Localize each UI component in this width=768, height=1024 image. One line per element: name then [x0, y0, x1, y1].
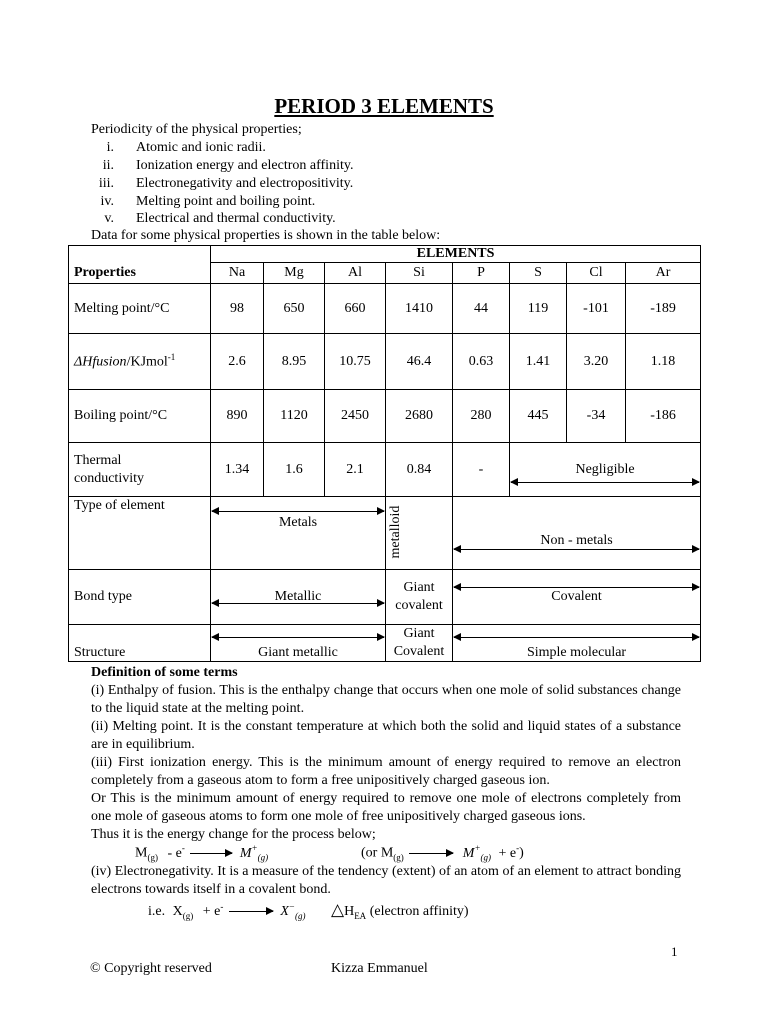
metalloid-label: metalloid: [388, 505, 403, 559]
thermal-label-line1: Thermal: [74, 452, 122, 468]
table-row: [69, 625, 701, 662]
range-arrow: [212, 637, 384, 638]
eq-product: M: [462, 845, 475, 861]
table-cell: 890: [211, 390, 264, 443]
simple-molecular-cell: [453, 625, 701, 662]
eq-minus-electron: - e: [167, 845, 182, 861]
non-metals-cell: [453, 497, 701, 570]
non-metals-label: Non - metals: [540, 533, 613, 548]
row-label: [69, 334, 211, 390]
eq-atom: M: [135, 845, 148, 861]
definitions-heading: Definition of some terms: [91, 665, 238, 680]
table-cell: 46.4: [386, 334, 453, 390]
list-item: Electrical and thermal conductivity.: [136, 211, 336, 226]
range-arrow: [511, 482, 699, 483]
list-item: Melting point and boiling point.: [136, 194, 316, 209]
row-label: [69, 443, 211, 497]
giant-metallic-label: Giant metallic: [258, 645, 338, 660]
element-symbol: S: [510, 263, 567, 284]
units-superscript: -1: [167, 352, 176, 363]
thermal-label-line2: conductivity: [74, 470, 144, 486]
covalent-cell: [453, 570, 701, 625]
row-label: Melting point/°C: [69, 284, 211, 334]
eq-product-state: (g): [257, 852, 269, 863]
footer-author: Kizza Emmanuel: [331, 961, 428, 976]
table-cell: 8.95: [264, 334, 325, 390]
table-cell: 98: [211, 284, 264, 334]
table-cell: -101: [567, 284, 626, 334]
reaction-arrow: [227, 911, 273, 912]
table-cell: 1120: [264, 390, 325, 443]
element-symbol: Na: [211, 263, 264, 284]
list-item: Atomic and ionic radii.: [136, 140, 266, 155]
eq-plus-electron: + e: [498, 845, 517, 861]
eq-ea: EA: [354, 910, 367, 921]
definition-ionization: (iii) First ionization energy. This is the minimum amount of energy required to remove an electron completely from a gaseous atom to form a free unipositively charged gaseous ion.: [91, 755, 681, 788]
metalloid-cell: [386, 497, 453, 570]
intro-text: Periodicity of the physical properties;: [91, 122, 302, 137]
table-cell: 0.84: [386, 443, 453, 497]
table-cell: 10.75: [325, 334, 386, 390]
page-number: 1: [671, 944, 678, 959]
delta-icon: △: [330, 900, 345, 919]
definition-melting-point: (ii) Melting point. It is the constant temperature at which both the solid and liquid states of a substance are in equilibrium.: [91, 719, 681, 752]
footer-copyright: © Copyright reserved: [90, 961, 212, 976]
table-cell: 1.41: [510, 334, 567, 390]
negligible-label: Negligible: [575, 461, 635, 477]
table-cell: 1.6: [264, 443, 325, 497]
covalent-bond-label: Covalent: [551, 589, 602, 604]
eq-plus-electron: + e: [202, 904, 221, 919]
range-arrow: [212, 511, 384, 512]
ionization-equation-alt: [361, 843, 524, 862]
properties-header: Properties: [69, 263, 211, 284]
table-cell: 119: [510, 284, 567, 334]
table-cell: 0.63: [453, 334, 510, 390]
eq-h: H: [344, 904, 355, 919]
eq-state: (g): [393, 852, 404, 863]
range-arrow: [454, 637, 699, 638]
range-arrow: [454, 587, 699, 588]
list-item: Ionization energy and electron affinity.: [136, 158, 354, 173]
table-cell: 2.6: [211, 334, 264, 390]
metallic-cell: [211, 570, 386, 625]
row-label: Bond type: [69, 570, 211, 625]
metals-label: Metals: [278, 515, 318, 530]
table-cell: 660: [325, 284, 386, 334]
reaction-arrow: [407, 853, 453, 854]
simple-molecular-label: Simple molecular: [526, 645, 627, 660]
table-row: [69, 284, 701, 334]
metallic-label: Metallic: [274, 589, 322, 604]
list-number: iii.: [98, 176, 114, 191]
table-cell: 2.1: [325, 443, 386, 497]
eq-electron-charge: -: [181, 843, 185, 853]
giant-covalent-structure-cell: [386, 625, 453, 662]
table-cell: 445: [510, 390, 567, 443]
giant-metallic-cell: [211, 625, 386, 662]
table-row: [69, 443, 701, 497]
row-label: Boiling point/°C: [69, 390, 211, 443]
eq-product: M: [239, 845, 252, 861]
eq-product-charge: +: [251, 843, 258, 853]
giant-label: Giant: [403, 626, 435, 641]
eq-product: X: [280, 904, 289, 919]
table-row: [69, 390, 701, 443]
table-cell: 3.20: [567, 334, 626, 390]
definition-electronegativity: (iv) Electronegativity. It is a measure of the tendency (extent) of an atom of an element to attract bonding electrons towards itself in a covalent bond.: [91, 864, 681, 897]
list-item: Electronegativity and electropositivity.: [136, 176, 354, 191]
list-number: ii.: [102, 158, 114, 173]
table-row: [69, 263, 701, 284]
delta-h-fusion-symbol: ΔHfusion: [74, 354, 127, 370]
table-cell: 650: [264, 284, 325, 334]
definition-enthalpy: (i) Enthalpy of fusion. This is the enthalpy change that occurs when one mole of solid substances change to the liquid state at the melting point.: [91, 683, 681, 716]
units-text: /KJmol: [126, 354, 168, 370]
table-cell: -186: [626, 390, 701, 443]
range-arrow: [212, 603, 384, 604]
table-cell: 44: [453, 284, 510, 334]
eq-product-state: (g): [480, 852, 492, 863]
row-label: Structure: [69, 625, 211, 662]
table-row: [69, 497, 701, 570]
eq-state: (g): [147, 852, 158, 863]
elements-header: ELEMENTS: [211, 246, 701, 263]
eq-product-state: (g): [294, 910, 306, 921]
reaction-arrow: [188, 853, 232, 854]
table-cell: 2450: [325, 390, 386, 443]
properties-table: [68, 245, 701, 662]
table-cell: -34: [567, 390, 626, 443]
ionization-equation: [135, 843, 268, 862]
element-symbol: Si: [386, 263, 453, 284]
table-cell: 1.18: [626, 334, 701, 390]
list-number: i.: [106, 140, 114, 155]
eq-ea-label: (electron affinity): [369, 904, 469, 919]
table-cell: 1.34: [211, 443, 264, 497]
element-symbol: Ar: [626, 263, 701, 284]
covalent-label: covalent: [395, 598, 443, 613]
eq-state: (g): [182, 910, 194, 921]
element-symbol: Al: [325, 263, 386, 284]
range-arrow: [454, 549, 699, 550]
table-intro: Data for some physical properties is shown in the table below:: [91, 228, 441, 243]
element-symbol: Mg: [264, 263, 325, 284]
definition-ionization-alt: Or This is the minimum amount of energy required to remove one mole of electrons completely from one mole of gaseous atoms to form one mole of free unipositively charged gaseous ions.: [91, 791, 681, 824]
giant-covalent-cell: [386, 570, 453, 625]
eq-electron-charge: -: [516, 843, 520, 853]
definition-ionization-process: Thus it is the energy change for the process below;: [91, 827, 376, 842]
element-symbol: P: [453, 263, 510, 284]
eq-product-charge: +: [474, 843, 481, 853]
eq-ie: i.e.: [148, 904, 166, 919]
table-cell: -: [453, 443, 510, 497]
covalent-label: Covalent: [393, 644, 445, 659]
table-cell: 2680: [386, 390, 453, 443]
page-title: PERIOD 3 ELEMENTS: [274, 94, 494, 118]
negligible-cell: [510, 443, 701, 497]
eq-atom: X: [172, 904, 183, 919]
eq-product-charge: −: [288, 901, 295, 912]
list-number: iv.: [100, 194, 114, 209]
row-label: Type of element: [69, 497, 211, 570]
element-symbol: Cl: [567, 263, 626, 284]
list-number: v.: [104, 211, 114, 226]
eq-alt-open: (or M: [361, 845, 394, 861]
table-row: [69, 334, 701, 390]
giant-label: Giant: [403, 580, 435, 595]
table-cell: -189: [626, 284, 701, 334]
blank-header-cell: [69, 246, 211, 263]
eq-alt-close: ): [519, 845, 524, 861]
eq-electron-charge: -: [220, 901, 224, 912]
table-row: [69, 570, 701, 625]
table-cell: 1410: [386, 284, 453, 334]
table-cell: 280: [453, 390, 510, 443]
electron-affinity-equation: [148, 900, 469, 921]
metals-cell: [211, 497, 386, 570]
